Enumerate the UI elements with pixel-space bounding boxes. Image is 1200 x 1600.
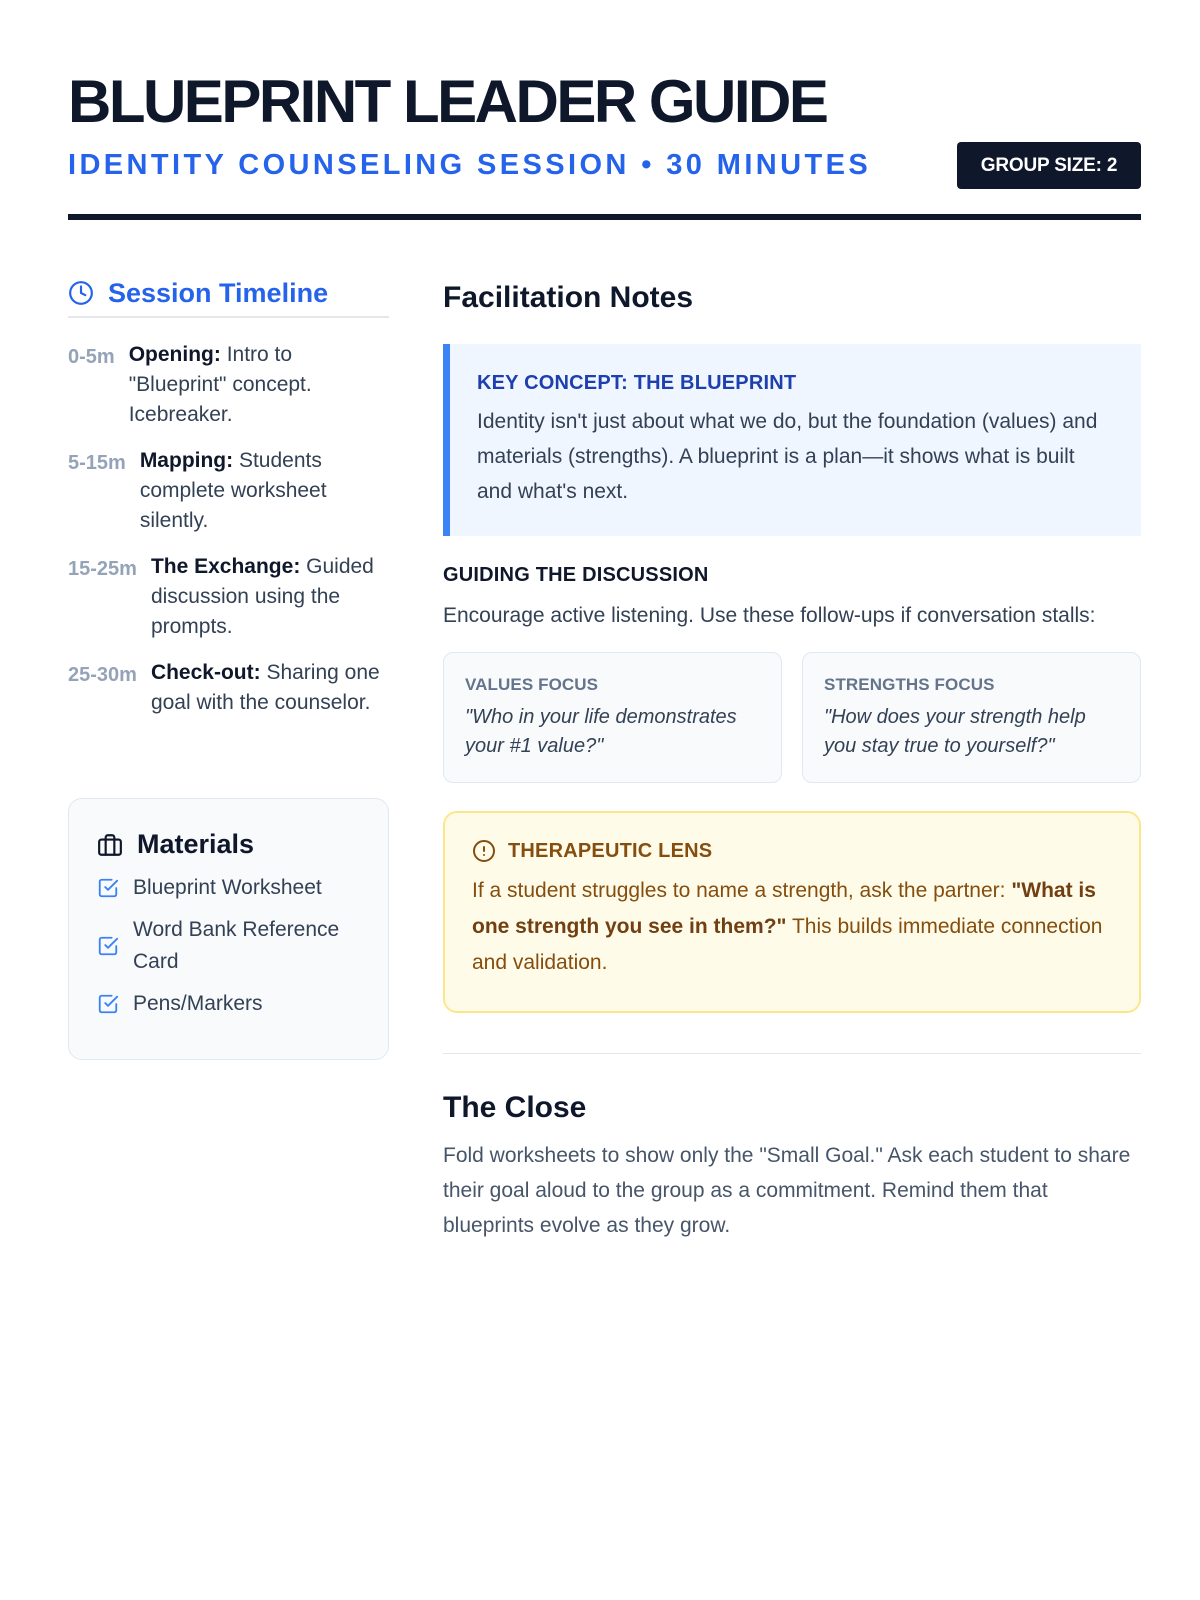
leader-guide-page — [68, 0, 1141, 1600]
timeline-text: Guided discussion using the prompts. — [150, 555, 374, 638]
left-column — [68, 278, 389, 734]
lens-title: THERAPEUTIC LENS — [508, 839, 713, 862]
timeline-time: 5-15m — [68, 452, 126, 474]
materials-heading: Materials — [137, 829, 255, 859]
materials-item — [97, 988, 360, 1020]
right-column — [443, 278, 1141, 1243]
timeline-text: Intro to "Blueprint" concept. Icebreaker. — [128, 343, 312, 426]
strengths-focus-card — [802, 652, 1141, 783]
briefcase-icon — [97, 832, 123, 858]
lens-intro: If a student struggles to name a strength, ask the partner: — [472, 879, 1012, 902]
guiding-title: GUIDING THE DISCUSSION — [443, 564, 709, 586]
timeline-list — [68, 340, 389, 718]
close-heading: The Close — [443, 1091, 587, 1124]
timeline-text: Sharing one goal with the counselor. — [150, 661, 380, 714]
timeline-description — [129, 340, 389, 430]
timeline-description — [151, 552, 389, 642]
check-square-icon — [97, 993, 119, 1015]
focus-cards — [443, 652, 1141, 783]
focus-card-quote: "How does your strength help you stay true to yourself?" — [824, 706, 1086, 757]
close-body: Fold worksheets to show only the "Small Goal." Ask each student to share their goal aloud to the group as a commitment. Remind them that blueprints evolve as they grow. — [443, 1144, 1131, 1237]
section-divider — [443, 1053, 1141, 1054]
lens-header — [472, 839, 1113, 863]
guiding-body: Encourage active listening. Use these follow-ups if conversation stalls: — [443, 604, 1096, 627]
lens-body — [472, 873, 1113, 981]
lens-question: "What is one strength you see in them?" — [472, 879, 1096, 938]
timeline-description — [140, 446, 389, 536]
key-concept-callout — [443, 344, 1141, 536]
timeline-text: Students complete worksheet silently. — [139, 449, 327, 532]
lens-outro: This builds immediate connection and validation. — [472, 915, 1103, 974]
page-title: BLUEPRINT LEADER GUIDE — [68, 68, 827, 135]
values-focus-card — [443, 652, 782, 783]
timeline-description — [151, 658, 389, 718]
focus-card-title: STRENGTHS FOCUS — [824, 675, 995, 694]
key-concept-title: KEY CONCEPT: THE BLUEPRINT — [477, 372, 797, 394]
focus-card-quote: "Who in your life demonstrates your #1 value?" — [465, 706, 737, 757]
timeline-label: The Exchange: — [150, 555, 301, 578]
group-size-badge: GROUP SIZE: 2 — [957, 142, 1141, 189]
timeline-item — [68, 552, 389, 642]
materials-item-label: Pens/Markers — [133, 992, 263, 1015]
timeline-time: 0-5m — [68, 346, 115, 368]
therapeutic-lens-callout — [443, 811, 1141, 1013]
timeline-label: Opening: — [128, 343, 221, 366]
timeline-header — [68, 278, 389, 318]
timeline-heading: Session Timeline — [108, 278, 329, 308]
focus-card-title: VALUES FOCUS — [465, 675, 599, 694]
clock-icon — [68, 280, 94, 306]
timeline-time: 15-25m — [68, 558, 137, 580]
timeline-item — [68, 446, 389, 536]
timeline-item — [68, 658, 389, 718]
alert-circle-icon — [472, 839, 496, 863]
timeline-time: 25-30m — [68, 664, 137, 686]
materials-item — [97, 914, 360, 978]
header-divider — [68, 214, 1141, 220]
facilitation-heading: Facilitation Notes — [443, 281, 694, 314]
materials-item-label: Word Bank Reference Card — [133, 918, 340, 973]
materials-item — [97, 872, 360, 904]
materials-item-label: Blueprint Worksheet — [133, 876, 322, 899]
check-square-icon — [97, 877, 119, 899]
materials-header — [97, 829, 360, 860]
timeline-label: Check-out: — [150, 661, 261, 684]
timeline-item — [68, 340, 389, 430]
timeline-label: Mapping: — [139, 449, 234, 472]
key-concept-body: Identity isn't just about what we do, but the foundation (values) and materials (strengths). A blueprint is a plan—it shows what is built and what's next. — [477, 410, 1098, 503]
page-subtitle: IDENTITY COUNSELING SESSION • 30 MINUTES — [68, 149, 872, 181]
check-square-icon — [97, 935, 119, 957]
materials-card — [68, 798, 389, 1060]
